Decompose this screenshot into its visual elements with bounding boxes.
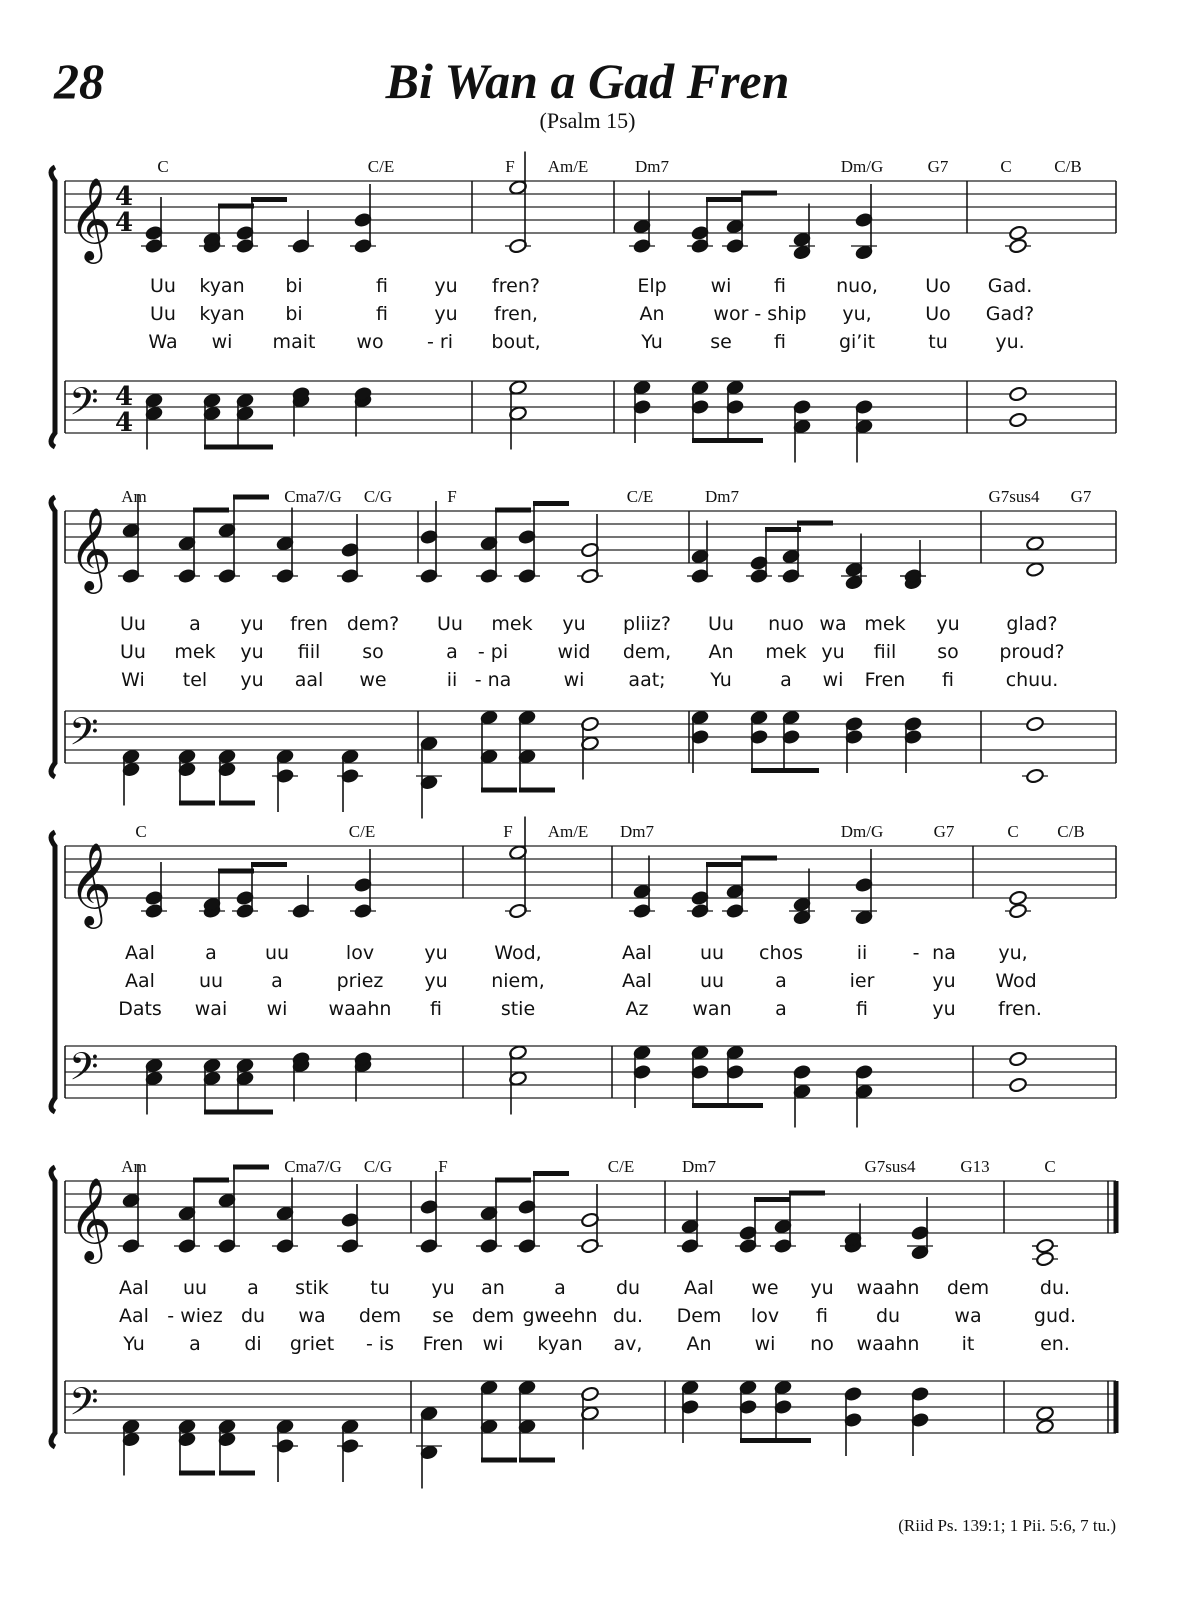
note-head (1026, 536, 1045, 552)
beam (706, 862, 742, 867)
lyric-syllable: Wod (995, 970, 1037, 992)
beam (727, 438, 763, 443)
beam (233, 495, 269, 500)
beam (740, 1438, 776, 1443)
lyric-syllable: yu, (998, 942, 1028, 964)
lyric-syllable: an (481, 1277, 505, 1299)
lyric-syllable: na (932, 942, 956, 964)
lyric-syllable: so (937, 641, 959, 663)
lyric-syllable: yu (424, 942, 448, 964)
lyric-syllable: fi (376, 275, 388, 297)
staff-graphics (0, 475, 1200, 775)
beam (204, 445, 240, 450)
time-signature: 4 (115, 382, 134, 412)
lyric-syllable: gi’it (838, 331, 876, 353)
note-head (1036, 1238, 1055, 1254)
lyric-syllable: wi (822, 669, 844, 691)
lyric-syllable: wa (298, 1305, 326, 1327)
treble-clef-icon: 𝄞 (69, 841, 112, 925)
beam (797, 521, 833, 526)
treble-clef-icon: 𝄞 (69, 506, 112, 590)
note-head (1009, 225, 1028, 241)
chord-symbol: F (503, 822, 513, 841)
lyric-syllable: bi (285, 275, 303, 297)
beam (692, 1103, 728, 1108)
lyric-syllable: dem (471, 1305, 515, 1327)
chord-symbol: Dm7 (682, 1157, 716, 1176)
lyric-syllable: priez (336, 970, 384, 992)
lyric-syllable: a (271, 970, 283, 992)
lyric-syllable: dem (946, 1277, 990, 1299)
chord-symbol: G7sus4 (988, 487, 1040, 506)
lyric-syllable: yu (431, 1277, 455, 1299)
beam (775, 1438, 811, 1443)
lyric-syllable: Aal (125, 970, 155, 992)
lyric-syllable: Aal (125, 942, 155, 964)
chord-symbol: C (1000, 157, 1012, 176)
lyric-syllable: fi (430, 998, 442, 1020)
chord-symbol: G7sus4 (864, 1157, 916, 1176)
beam (204, 1110, 240, 1115)
lyric-syllable: yu (562, 613, 586, 635)
beam (533, 1171, 569, 1176)
lyric-syllable: chuu. (1005, 669, 1059, 691)
note-head (1036, 1251, 1055, 1267)
chord-symbol: G13 (960, 1157, 990, 1176)
lyric-syllable: - pi (477, 641, 509, 663)
lyric-syllable: ii (446, 669, 458, 691)
time-signature: 4 (115, 182, 134, 212)
note-head (1009, 238, 1028, 254)
lyric-syllable: du (615, 1277, 641, 1299)
lyric-syllable: nuo, (836, 275, 878, 297)
chord-symbol: F (438, 1157, 448, 1176)
lyric-syllable: Uu (708, 613, 734, 635)
beam (219, 801, 255, 806)
lyric-syllable: wi (563, 669, 585, 691)
lyric-syllable: a (775, 998, 787, 1020)
time-signature: 4 (115, 408, 134, 438)
lyric-syllable: yu (240, 613, 264, 635)
lyric-syllable: niem, (491, 970, 545, 992)
beam (481, 788, 517, 793)
note-head (1009, 386, 1028, 402)
beam (754, 1197, 790, 1202)
lyric-syllable: yu (240, 641, 264, 663)
lyric-syllable: av, (613, 1333, 643, 1355)
lyric-syllable: Uu (120, 641, 146, 663)
lyric-syllable: wor - ship (713, 303, 807, 325)
lyric-syllable: Uo (925, 303, 951, 325)
lyric-syllable: no (810, 1333, 834, 1355)
lyric-syllable: An (639, 303, 665, 325)
lyric-syllable: Wod, (494, 942, 542, 964)
lyric-syllable: en. (1040, 1333, 1070, 1355)
beam (789, 1191, 825, 1196)
lyric-syllable: nuo (768, 613, 804, 635)
note-head (1009, 1077, 1028, 1093)
chord-symbol: Am/E (547, 157, 589, 176)
lyric-syllable: it (961, 1333, 975, 1355)
lyric-syllable: waahn (328, 998, 392, 1020)
beam (237, 1110, 273, 1115)
beam (751, 768, 787, 773)
lyric-syllable: mek (864, 613, 906, 635)
lyric-syllable: proud? (999, 641, 1065, 663)
lyric-syllable: a (205, 942, 217, 964)
beam (481, 1458, 517, 1463)
note-head (1009, 890, 1028, 906)
chord-symbol: G7 (1070, 487, 1092, 506)
chord-symbol: Cma7/G (284, 487, 342, 506)
lyric-syllable: Gad. (987, 275, 1033, 297)
lyric-syllable: - wiez (167, 1305, 223, 1327)
beam (706, 197, 742, 202)
lyric-syllable: stie (500, 998, 536, 1020)
lyric-syllable: Az (625, 998, 649, 1020)
staff-graphics (0, 1145, 1200, 1445)
lyric-syllable: yu (821, 641, 845, 663)
bass-clef-icon: 𝄢 (69, 709, 99, 763)
beam (519, 1458, 555, 1463)
song-title: Bi Wan a Gad Fren (385, 53, 790, 109)
lyric-syllable: fren? (492, 275, 540, 297)
lyric-syllable: stik (295, 1277, 329, 1299)
lyric-syllable: mek (174, 641, 216, 663)
lyric-syllable: Dats (118, 998, 162, 1020)
lyric-syllable: wid (557, 641, 591, 663)
beam (533, 501, 569, 506)
lyric-syllable: chos (758, 942, 804, 964)
lyric-syllable: pliiz? (623, 613, 671, 635)
music-system (0, 1145, 1200, 1445)
lyric-syllable: wan (692, 998, 732, 1020)
lyric-syllable: wa (954, 1305, 982, 1327)
lyric-syllable: dem, (622, 641, 672, 663)
chord-symbol: F (505, 157, 515, 176)
lyric-syllable: Dem (676, 1305, 722, 1327)
chord-symbol: C/E (607, 1157, 635, 1176)
lyric-syllable: Uu (120, 613, 146, 635)
lyric-syllable: a (780, 669, 792, 691)
note-head (1026, 562, 1045, 578)
lyric-syllable: a (189, 1333, 201, 1355)
lyric-syllable: wi (482, 1333, 504, 1355)
beam (495, 508, 531, 513)
lyric-syllable: lov (345, 942, 375, 964)
lyric-syllable: we (751, 1277, 779, 1299)
chord-symbol: Am (121, 487, 147, 506)
lyric-syllable: tu (928, 331, 948, 353)
lyric-syllable: - is (365, 1333, 395, 1355)
beam (233, 1165, 269, 1170)
lyric-syllable: glad? (1006, 613, 1058, 635)
system-bracket (51, 167, 55, 447)
lyric-syllable: Aal (622, 942, 652, 964)
chord-symbol: C/E (348, 822, 376, 841)
beam (193, 508, 229, 513)
chord-symbol: C/G (363, 1157, 393, 1176)
beam (237, 445, 273, 450)
beam (519, 788, 555, 793)
lyric-syllable: Aal (622, 970, 652, 992)
bass-clef-icon: 𝄢 (69, 1044, 99, 1098)
lyric-syllable: gweehn (522, 1305, 598, 1327)
lyric-syllable: fi (376, 303, 388, 325)
time-signature: 4 (115, 208, 134, 238)
note-head (1009, 1051, 1028, 1067)
lyric-syllable: se (432, 1305, 454, 1327)
music-system (0, 475, 1200, 775)
lyric-syllable: An (708, 641, 734, 663)
note-head (1036, 1406, 1055, 1422)
lyric-syllable: mek (491, 613, 533, 635)
lyric-syllable: Elp (637, 275, 667, 297)
lyric-syllable: wi (211, 331, 233, 353)
lyric-syllable: bout, (491, 331, 541, 353)
lyric-syllable: ier (849, 970, 875, 992)
lyric-syllable: Aal (684, 1277, 714, 1299)
lyric-syllable: wi (754, 1333, 776, 1355)
beam (251, 197, 287, 202)
lyric-syllable: fi (774, 331, 786, 353)
chord-symbol: G7 (927, 157, 949, 176)
lyric-syllable: Aal (119, 1305, 149, 1327)
lyric-syllable: Yu (641, 331, 663, 353)
lyric-syllable: Fren (864, 669, 906, 691)
lyric-syllable: uu (264, 942, 290, 964)
lyric-syllable: waahn (856, 1277, 920, 1299)
lyric-syllable: du. (1039, 1277, 1071, 1299)
lyric-syllable: yu (434, 275, 458, 297)
treble-clef-icon: 𝄞 (69, 176, 112, 260)
lyric-syllable: fi (774, 275, 786, 297)
beam (218, 204, 254, 209)
lyric-syllable: yu (932, 970, 956, 992)
chord-symbol: C (1044, 1157, 1056, 1176)
lyric-syllable: Uu (150, 275, 176, 297)
lyric-syllable: we (359, 669, 387, 691)
bass-clef-icon: 𝄢 (69, 1379, 99, 1433)
lyric-syllable: Aal (119, 1277, 149, 1299)
music-system (0, 810, 1200, 1110)
lyric-syllable: du. (612, 1305, 644, 1327)
lyric-syllable: dem? (346, 613, 400, 635)
music-system (0, 145, 1200, 445)
lyric-syllable: mek (765, 641, 807, 663)
beam (495, 1178, 531, 1183)
lyric-syllable: du (240, 1305, 266, 1327)
lyric-syllable: kyan (199, 303, 245, 325)
chord-symbol: Dm7 (620, 822, 654, 841)
lyric-syllable: yu (240, 669, 264, 691)
chord-symbol: Am/E (547, 822, 589, 841)
lyric-syllable: yu (424, 970, 448, 992)
staff-graphics (0, 145, 1200, 445)
chord-symbol: Cma7/G (284, 1157, 342, 1176)
lyric-syllable: uu (699, 942, 725, 964)
beam (219, 1471, 255, 1476)
lyric-syllable: - na (474, 669, 512, 691)
lyric-syllable: fren, (494, 303, 538, 325)
chord-symbol: Dm7 (705, 487, 739, 506)
beam (741, 856, 777, 861)
chord-symbol: C/E (626, 487, 654, 506)
chord-symbol: C/B (1057, 822, 1085, 841)
chord-symbol: C/G (363, 487, 393, 506)
lyric-syllable: yu (434, 303, 458, 325)
chord-symbol: C/B (1054, 157, 1082, 176)
beam (765, 527, 801, 532)
lyric-syllable: Wi (121, 669, 145, 691)
song-number: 28 (54, 53, 104, 109)
beam (179, 801, 215, 806)
treble-clef-icon: 𝄞 (69, 1176, 112, 1260)
beam (727, 1103, 763, 1108)
lyric-syllable: kyan (537, 1333, 583, 1355)
lyric-syllable: a (189, 613, 201, 635)
note-head (1026, 716, 1045, 732)
beam (692, 438, 728, 443)
lyric-syllable: Gad? (985, 303, 1035, 325)
lyric-syllable: fi (816, 1305, 828, 1327)
lyric-syllable: Wa (148, 331, 178, 353)
lyric-syllable: yu (932, 998, 956, 1020)
note-head (1009, 412, 1028, 428)
lyric-syllable: gud. (1033, 1305, 1077, 1327)
lyric-syllable: waahn (856, 1333, 920, 1355)
chord-symbol: C (157, 157, 169, 176)
note-head (1009, 903, 1028, 919)
lyric-syllable: aal (294, 669, 324, 691)
chord-symbol: Dm/G (840, 157, 884, 176)
lyric-syllable: uu (699, 970, 725, 992)
chord-symbol: C/E (367, 157, 395, 176)
lyric-syllable: kyan (199, 275, 245, 297)
note-head (1036, 1419, 1055, 1435)
lyric-syllable: Uu (437, 613, 463, 635)
beam (783, 768, 819, 773)
chord-symbol: Dm/G (840, 822, 884, 841)
chord-symbol: Dm7 (635, 157, 669, 176)
lyric-syllable: tu (370, 1277, 390, 1299)
scripture-reference: (Riid Ps. 139:1; 1 Pii. 5:6, 7 tu.) (898, 1516, 1116, 1535)
system-bracket (51, 1167, 55, 1447)
lyric-syllable: a (446, 641, 458, 663)
lyric-syllable: An (686, 1333, 712, 1355)
lyric-syllable: Yu (710, 669, 732, 691)
bass-clef-icon: 𝄢 (69, 379, 99, 433)
lyric-syllable: Yu (123, 1333, 145, 1355)
song-subtitle: (Psalm 15) (539, 108, 636, 133)
system-bracket (51, 832, 55, 1112)
lyric-syllable: lov (750, 1305, 780, 1327)
lyric-syllable: wai (194, 998, 228, 1020)
lyric-syllable: - (912, 942, 920, 964)
lyric-syllable: mait (272, 331, 316, 353)
lyric-syllable: - ri (427, 331, 453, 353)
lyric-syllable: fren. (998, 998, 1042, 1020)
lyric-syllable: a (247, 1277, 259, 1299)
lyric-syllable: yu. (995, 331, 1025, 353)
lyric-syllable: so (362, 641, 384, 663)
lyric-syllable: a (775, 970, 787, 992)
lyric-syllable: Fren (422, 1333, 464, 1355)
note-head (1026, 768, 1045, 784)
lyric-syllable: fiil (297, 641, 321, 663)
lyric-syllable: wo (356, 331, 384, 353)
beam (218, 869, 254, 874)
chord-symbol: F (447, 487, 457, 506)
lyric-syllable: a (554, 1277, 566, 1299)
lyric-syllable: du (875, 1305, 901, 1327)
lyric-syllable: di (244, 1333, 262, 1355)
lyric-syllable: yu (936, 613, 960, 635)
lyric-syllable: yu, (842, 303, 872, 325)
lyric-syllable: fiil (873, 641, 897, 663)
staff-graphics (0, 810, 1200, 1110)
lyric-syllable: uu (198, 970, 224, 992)
lyric-syllable: wa (819, 613, 847, 635)
lyric-syllable: tel (182, 669, 208, 691)
chord-symbol: G7 (933, 822, 955, 841)
chord-symbol: C (135, 822, 147, 841)
lyric-syllable: uu (182, 1277, 208, 1299)
beam (741, 191, 777, 196)
system-bracket (51, 497, 55, 777)
lyric-syllable: ii (856, 942, 868, 964)
chord-symbol: C (1007, 822, 1019, 841)
lyric-syllable: bi (285, 303, 303, 325)
lyric-syllable: wi (266, 998, 288, 1020)
beam (179, 1471, 215, 1476)
lyric-syllable: fren (290, 613, 328, 635)
lyric-syllable: aat; (628, 669, 666, 691)
beam (251, 862, 287, 867)
lyric-syllable: Uu (150, 303, 176, 325)
lyric-syllable: fi (942, 669, 954, 691)
lyric-syllable: wi (710, 275, 732, 297)
lyric-syllable: griet (289, 1333, 335, 1355)
lyric-syllable: Uo (925, 275, 951, 297)
beam (193, 1178, 229, 1183)
lyric-syllable: se (710, 331, 732, 353)
lyric-syllable: dem (358, 1305, 402, 1327)
lyric-syllable: fi (856, 998, 868, 1020)
lyric-syllable: yu (810, 1277, 834, 1299)
chord-symbol: Am (121, 1157, 147, 1176)
